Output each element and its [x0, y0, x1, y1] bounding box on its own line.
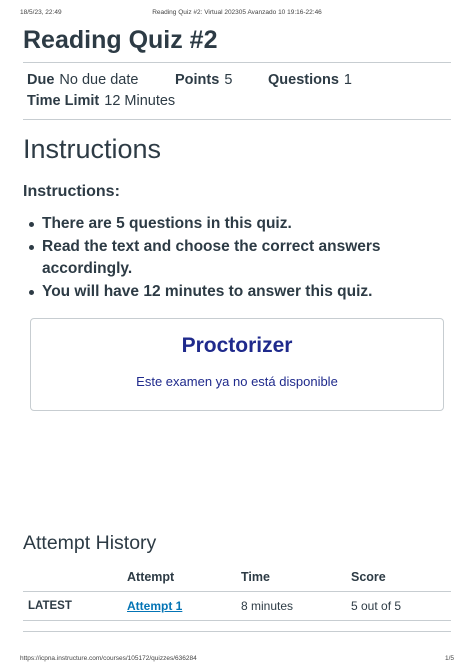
table-row — [23, 592, 451, 621]
list-item: Read the text and choose the correct answers accordingly. — [24, 236, 444, 281]
questions-value: 1 — [343, 72, 352, 88]
attempt-history-table — [23, 563, 451, 621]
attempt-cell — [122, 592, 236, 621]
divider — [23, 62, 451, 63]
quiz-due — [27, 72, 138, 88]
quiz-time-limit — [27, 93, 175, 109]
print-footer — [20, 655, 454, 662]
latest-label: LATEST — [23, 592, 122, 621]
proctorizer-panel — [30, 318, 444, 411]
print-page-number: 1/5 — [444, 655, 454, 662]
list-item: You will have 12 minutes to answer this quiz. — [24, 281, 444, 304]
due-value: No due date — [59, 72, 139, 88]
quiz-points — [175, 72, 232, 88]
instructions-heading: Instructions — [23, 134, 162, 164]
questions-label: Questions — [268, 72, 339, 88]
table-header-row — [23, 563, 451, 592]
column-header-time: Time — [236, 563, 346, 592]
list-item: There are 5 questions in this quiz. — [24, 213, 444, 236]
print-document-title: Reading Quiz #2: Virtual 202305 Avanzado 10 19:16-22:46 — [152, 9, 322, 16]
proctorizer-message: Este examen ya no está disponible — [136, 374, 338, 389]
attempt-history-heading: Attempt History — [23, 532, 157, 554]
divider — [23, 631, 451, 632]
time-limit-value: 12 Minutes — [104, 93, 176, 109]
time-cell: 8 minutes — [236, 592, 346, 621]
column-header-attempt: Attempt — [122, 563, 236, 592]
score-cell: 5 out of 5 — [346, 592, 451, 621]
attempt-link[interactable]: Attempt 1 — [127, 599, 183, 613]
column-header-score: Score — [346, 563, 451, 592]
instructions-list — [24, 213, 444, 303]
points-label: Points — [175, 72, 220, 88]
print-datetime: 18/5/23, 22:49 — [20, 9, 62, 16]
proctorizer-title: Proctorizer — [181, 334, 293, 357]
points-value: 5 — [224, 72, 233, 88]
print-url: https://icpna.instructure.com/courses/105172/quizzes/636284 — [20, 655, 197, 662]
page-title: Reading Quiz #2 — [23, 26, 218, 54]
due-label: Due — [27, 72, 55, 88]
quiz-questions — [268, 72, 352, 88]
time-limit-label: Time Limit — [27, 93, 100, 109]
instructions-label: Instructions: — [23, 183, 120, 200]
column-header — [23, 563, 122, 592]
divider — [23, 119, 451, 120]
